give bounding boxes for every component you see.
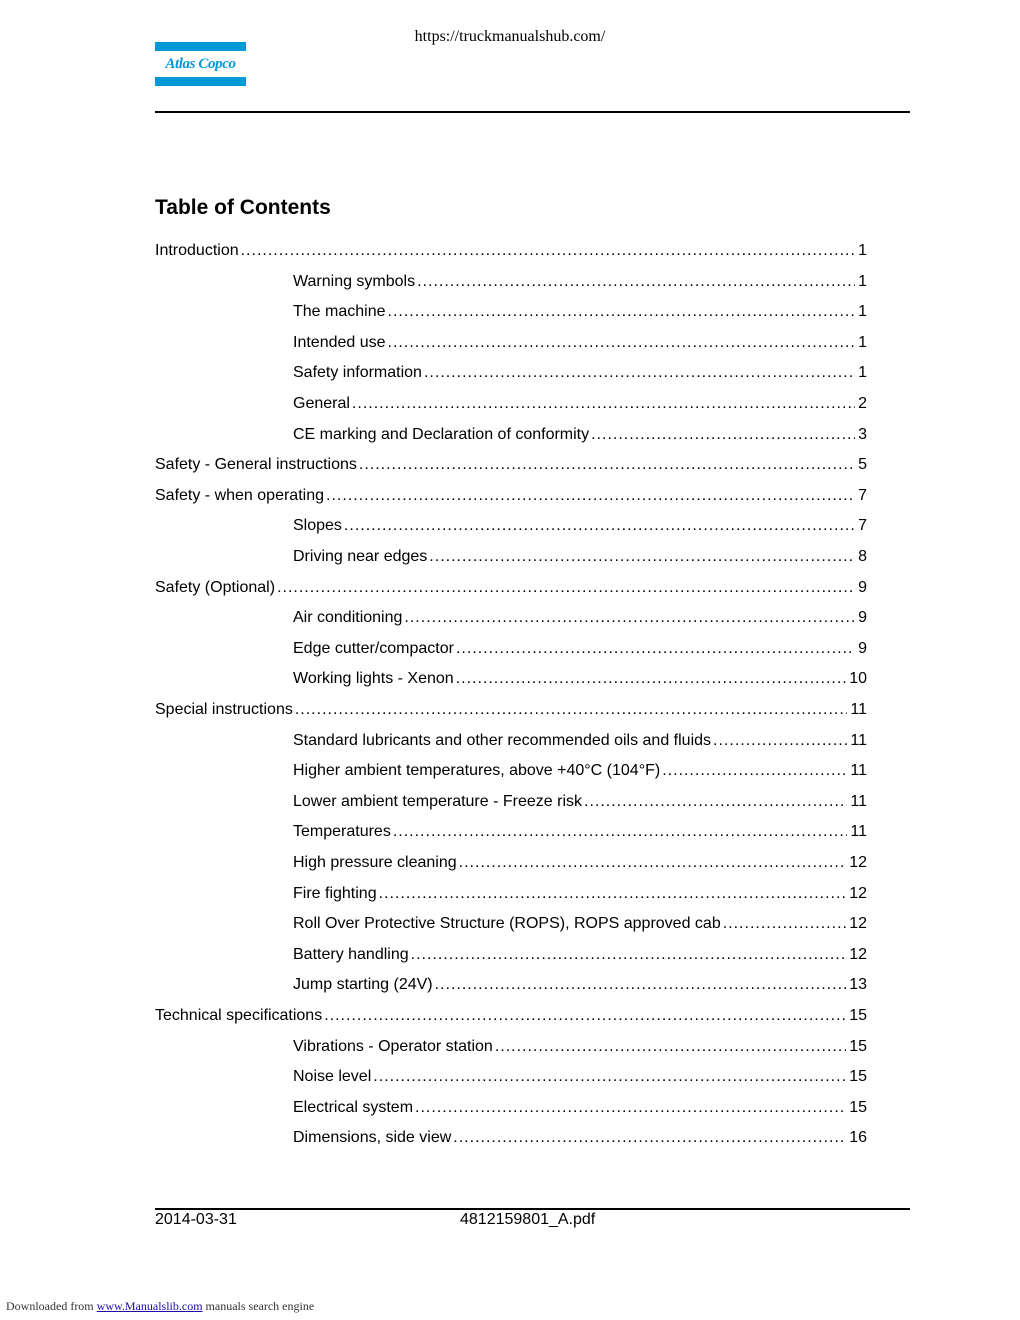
toc-dot-leader [359, 455, 855, 475]
toc-title: Table of Contents [155, 196, 331, 219]
toc-entry-label: Safety - when operating [155, 486, 324, 504]
toc-entry[interactable] [293, 1098, 867, 1118]
toc-entry-page: 1 [858, 272, 867, 290]
toc-entry[interactable] [293, 822, 867, 842]
toc-dot-leader [456, 639, 855, 659]
toc-entry[interactable] [293, 975, 867, 995]
download-notice [6, 1299, 314, 1314]
toc-entry[interactable] [293, 1067, 867, 1087]
toc-dot-leader [424, 363, 855, 383]
toc-dot-leader [388, 302, 856, 322]
download-suffix: manuals search engine [202, 1299, 315, 1313]
toc-entry-label: Warning symbols [293, 272, 416, 290]
toc-entry[interactable] [293, 302, 867, 322]
toc-entry[interactable] [293, 761, 867, 781]
toc-dot-leader [324, 1006, 846, 1026]
toc-entry-label: Higher ambient temperatures, above +40°C (104°F) [293, 762, 661, 780]
toc-entry[interactable] [293, 516, 867, 536]
footer-filename: 4812159801_A.pdf [460, 1211, 596, 1228]
toc-dot-leader [723, 914, 846, 934]
toc-dot-leader [379, 884, 847, 904]
toc-entry[interactable] [155, 241, 867, 261]
toc-entry-page: 15 [849, 1007, 867, 1024]
toc-entry[interactable] [293, 394, 867, 414]
toc-entry-label: Noise level [293, 1068, 372, 1086]
toc-dot-leader [415, 1098, 846, 1118]
toc-entry-page: 1 [858, 333, 867, 351]
toc-entry-label: Safety - General instructions [155, 456, 357, 474]
toc-entry-page: 15 [849, 1037, 867, 1055]
toc-entry-page: 12 [849, 884, 867, 902]
toc-entry[interactable] [293, 639, 867, 659]
logo-top-bar [155, 42, 246, 51]
toc-entry-page: 15 [849, 1068, 867, 1086]
toc-entry-label: Intended use [293, 333, 386, 351]
toc-entry-label: Fire fighting [293, 884, 377, 902]
toc-entry-label: Safety information [293, 364, 422, 382]
toc-entry-page: 13 [849, 976, 867, 994]
toc-dot-leader [241, 241, 855, 261]
toc-entry[interactable] [293, 1037, 867, 1057]
header-rule [155, 111, 910, 113]
toc-entry-page: 1 [858, 303, 867, 321]
toc-entry-page: 12 [849, 945, 867, 963]
toc-entry[interactable] [293, 792, 867, 812]
toc-entry[interactable] [293, 1128, 867, 1148]
toc-dot-leader [713, 731, 847, 751]
toc-entry-page: 11 [850, 792, 867, 810]
toc-dot-leader [393, 822, 848, 842]
toc-entry-label: Edge cutter/compactor [293, 639, 454, 657]
download-prefix: Downloaded from [6, 1299, 97, 1313]
logo-wordmark: Atlas Copco [165, 56, 236, 72]
toc-entry[interactable] [293, 608, 867, 628]
toc-dot-leader [456, 669, 847, 689]
toc-entry[interactable] [293, 731, 867, 751]
toc-entry[interactable] [293, 853, 867, 873]
logo-bottom-bar [155, 77, 246, 86]
toc-entry-label: Special instructions [155, 701, 293, 718]
toc-entry-label: Working lights - Xenon [293, 670, 454, 688]
toc-entry-label: Slopes [293, 517, 342, 535]
toc-entry-label: Air conditioning [293, 609, 403, 627]
toc-entry-label: Driving near edges [293, 548, 428, 565]
source-url: https://truckmanualshub.com/ [414, 28, 606, 45]
toc-entry-page: 1 [858, 242, 867, 259]
footer-rule [155, 1208, 910, 1210]
toc-entry[interactable] [155, 1006, 867, 1026]
toc-entry-page: 11 [850, 762, 867, 780]
toc-entry-page: 10 [849, 670, 867, 688]
toc-dot-leader [344, 516, 855, 536]
toc-entry-label: Lower ambient temperature - Freeze risk [293, 792, 582, 810]
toc-dot-leader [662, 761, 847, 781]
toc-entry-page: 8 [858, 548, 867, 565]
toc-entry-label: Temperatures [293, 823, 391, 841]
toc-entry-page: 11 [850, 731, 867, 749]
toc-entry-label: Roll Over Protective Structure (ROPS), ROPS approved cab [293, 915, 721, 933]
toc-dot-leader [453, 1128, 846, 1148]
toc-entry-page: 16 [849, 1129, 867, 1147]
toc-entry[interactable] [155, 578, 867, 598]
toc-entry[interactable] [293, 884, 867, 904]
manualslib-link[interactable]: www.Manualslib.com [96, 1299, 203, 1313]
toc-entry-page: 9 [858, 578, 867, 596]
toc-entry-label: Jump starting (24V) [293, 976, 433, 994]
toc-entry-label: Standard lubricants and other recommended oils and fluids [293, 731, 712, 749]
toc-dot-leader [591, 425, 855, 445]
toc-entry[interactable] [293, 363, 867, 383]
toc-entry-label: CE marking and Declaration of conformity [293, 425, 590, 443]
toc-entry-label: General [293, 395, 350, 412]
toc-dot-leader [411, 945, 847, 965]
atlas-copco-logo [155, 42, 246, 86]
toc-entry[interactable] [293, 272, 867, 292]
toc-entry-label: Introduction [155, 242, 239, 259]
toc-dot-leader [435, 975, 847, 995]
toc-dot-leader [295, 700, 848, 720]
footer-date: 2014-03-31 [155, 1211, 237, 1228]
toc-entry[interactable] [293, 669, 867, 689]
toc-dot-leader [417, 272, 855, 292]
toc-entry-page: 9 [858, 609, 867, 627]
toc-entry[interactable] [293, 425, 867, 445]
toc-entry-page: 12 [849, 915, 867, 933]
toc-entry-label: Safety (Optional) [155, 578, 276, 596]
toc-entry-page: 2 [858, 395, 867, 412]
toc-entry[interactable] [155, 455, 867, 475]
toc-dot-leader [404, 608, 855, 628]
toc-entry-label: Vibrations - Operator station [293, 1037, 493, 1055]
toc-entry-page: 15 [849, 1098, 867, 1116]
toc-dot-leader [459, 853, 847, 873]
toc-entry[interactable] [293, 945, 867, 965]
toc-entry[interactable] [293, 914, 867, 934]
toc-entry-page: 11 [850, 823, 867, 841]
toc-dot-leader [277, 578, 855, 598]
toc-dot-leader [388, 333, 856, 353]
toc-entry-page: 7 [858, 486, 867, 504]
toc-entry[interactable] [293, 333, 867, 353]
toc-entry-label: Technical specifications [155, 1007, 323, 1024]
toc-dot-leader [326, 486, 855, 506]
toc-entry-label: The machine [293, 303, 386, 321]
toc-entry-label: Battery handling [293, 945, 409, 963]
toc-entry-page: 5 [858, 456, 867, 474]
toc-entry[interactable] [293, 547, 867, 567]
toc-dot-leader [584, 792, 847, 812]
toc-entry-page: 12 [849, 854, 867, 871]
toc-entry[interactable] [155, 486, 867, 506]
toc-dot-leader [495, 1037, 846, 1057]
toc-entry-label: High pressure cleaning [293, 854, 457, 871]
toc-entry-page: 11 [850, 701, 867, 718]
toc-entry[interactable] [155, 700, 867, 720]
toc-entry-page: 3 [858, 425, 867, 443]
toc-dot-leader [429, 547, 855, 567]
toc-entry-page: 7 [858, 517, 867, 535]
toc-entry-page: 1 [858, 364, 867, 382]
toc-dot-leader [373, 1067, 846, 1087]
toc-entry-label: Electrical system [293, 1098, 414, 1116]
toc-entry-label: Dimensions, side view [293, 1129, 452, 1147]
toc-entry-page: 9 [858, 639, 867, 657]
toc-dot-leader [352, 394, 855, 414]
